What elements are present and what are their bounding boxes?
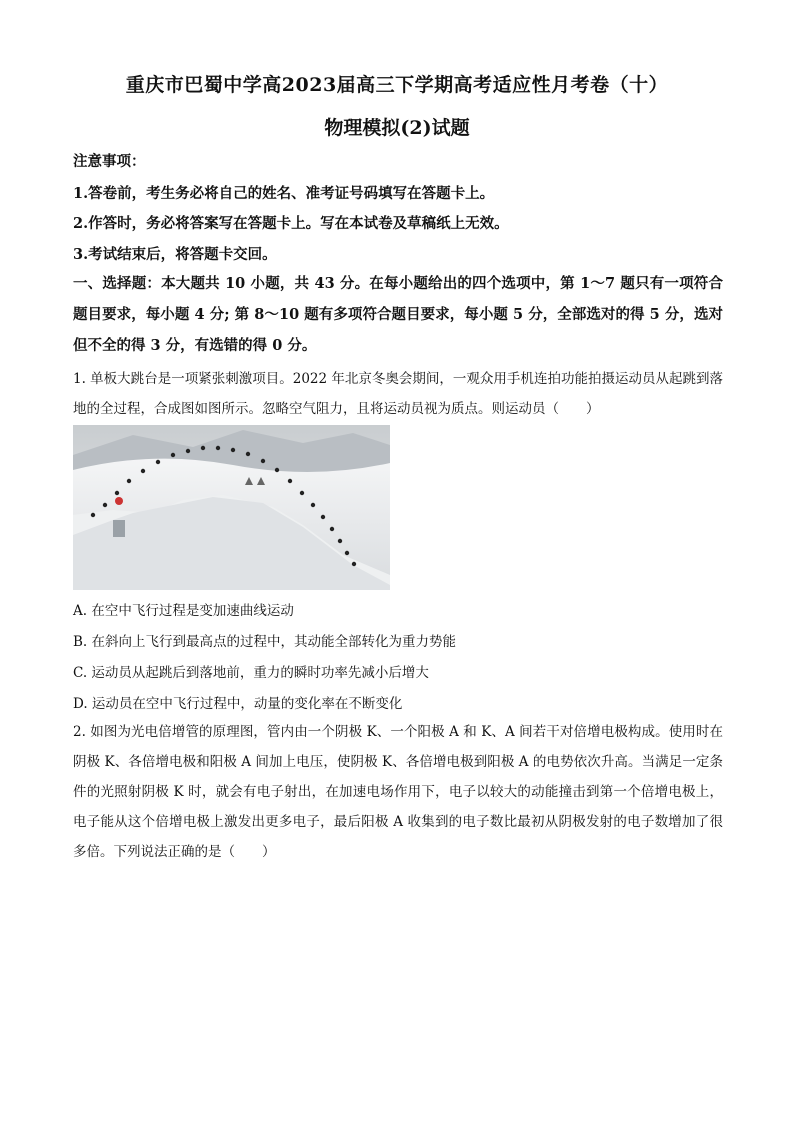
note-item: 3.考试结束后，将答题卡交回。 <box>73 246 277 263</box>
notes-heading: 注意事项： <box>73 153 146 170</box>
question-1-option-b: B. 在斜向上飞行到最高点的过程中，其动能全部转化为重力势能 <box>73 634 457 650</box>
question-1-option-a: A. 在空中飞行过程是变加速曲线运动 <box>73 603 294 619</box>
note-item: 1.答卷前，考生务必将自己的姓名、准考证号码填写在答题卡上。 <box>73 185 495 202</box>
exam-title: 重庆市巴蜀中学高2023届高三下学期高考适应性月考卷（十） <box>125 74 669 96</box>
snowboard-jump-photo <box>73 425 390 590</box>
question-1-option-d: D. 运动员在空中飞行过程中，动量的变化率在不断变化 <box>73 696 403 712</box>
question-1-stem: 1. 单板大跳台是一项紧张刺激项目。2022 年北京冬奥会期间，一观众用手机连拍功能拍摄运动员从起跳到落地的全过程，合成图如图所示。忽略空气阻力，且将运动员视为质点。则运动员（ ） <box>73 371 723 417</box>
exam-subtitle: 物理模拟(2)试题 <box>324 117 470 139</box>
note-item: 2.作答时，务必将答案写在答题卡上。写在本试卷及草稿纸上无效。 <box>73 215 509 232</box>
question-2-stem: 2. 如图为光电倍增管的原理图，管内由一个阴极 K、一个阳极 A 和 K、A 间若干对倍增电极构成。使用时在阴极 K、各倍增电极和阳极 A 间加上电压，使阴极 K、各倍增电极到阳极 A 的电势依次升高。当满足一定条件的光照射阴极 K 时，就会有电子射出，在加速电场作用下，电子以较大的动能撞击到第一个倍增电极上，电子能从这个倍增电极上激发出更多电子，最后阳极 A 收集到的电子数比最初从阴极发射的电子数增加了很多倍。下列说法正确的是（ ） <box>73 724 723 860</box>
section-instructions: 一、选择题：本大题共 10 小题，共 43 分。在每小题给出的四个选项中，第 1～7 题只有一项符合题目要求，每小题 4 分; 第 8～10 题有多项符合题目要求，每小题 5 分，全部选对的得 5 分，选对但不全的得 3 分，有选错的得 0 分。 <box>73 275 723 354</box>
question-1-option-c: C. 运动员从起跳后到落地前，重力的瞬时功率先减小后增大 <box>73 665 429 681</box>
